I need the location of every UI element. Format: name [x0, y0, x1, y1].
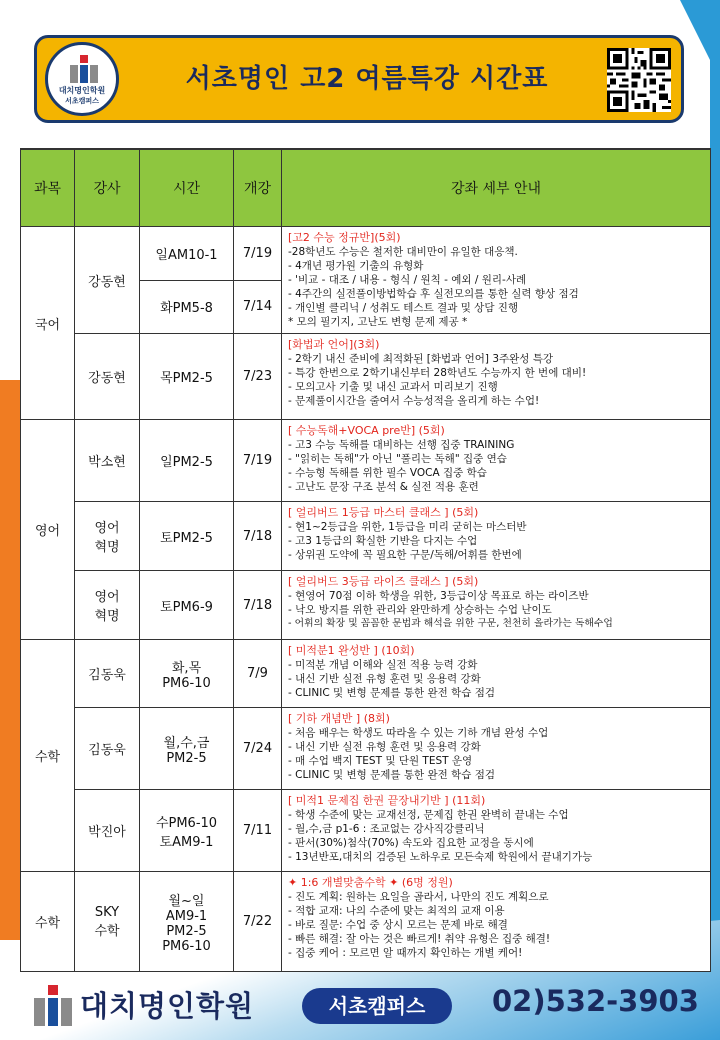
teacher-cell: 영어 혁명	[75, 502, 140, 571]
footer-phone[interactable]: 02)532-3903	[492, 984, 699, 1018]
course-line: -28학년도 수능은 철저한 대비만이 유일한 대응책.	[288, 246, 518, 258]
col-subject: 과목	[21, 149, 75, 227]
course-line: - 내신 기반 실전 유형 훈련 및 응용력 강화	[288, 673, 481, 685]
table-row	[21, 571, 711, 640]
subject-cell: 수학	[21, 640, 75, 872]
course-line: - "읽히는 독해"가 아닌 "풀리는 독해" 집중 연습	[288, 453, 507, 465]
course-detail	[282, 227, 711, 334]
course-detail	[282, 334, 711, 420]
table-row	[21, 640, 711, 708]
course-title: [ 얼리버드 3등급 라이즈 클래스 ] (5회)	[288, 575, 479, 588]
course-detail	[282, 640, 711, 708]
course-line: - 처음 배우는 학생도 따라올 수 있는 기하 개념 완성 수업	[288, 727, 549, 739]
course-line: - CLINIC 및 변형 문제를 통한 완전 학습 점검	[288, 687, 496, 699]
start-cell: 7/14	[234, 280, 282, 334]
start-cell: 7/9	[234, 640, 282, 708]
course-line: - 어휘의 확장 및 꼼꼼한 문법과 해석을 위한 구문, 천천히 올라가는 독해수업	[288, 618, 613, 629]
subject-cell: 영어	[21, 420, 75, 640]
logo-name: 대치명인학원	[58, 86, 106, 95]
course-line: - 고난도 문장 구조 분석 & 실전 적용 훈련	[288, 481, 479, 493]
course-title: [ 얼리버드 1등급 마스터 클래스 ] (5회)	[288, 506, 479, 519]
course-line: * 모의 필기지, 고난도 변형 문제 제공 *	[288, 316, 468, 328]
subject-cell: 수학	[21, 872, 75, 972]
course-line: - 고3 1등급의 확실한 기반을 다지는 수업	[288, 535, 478, 547]
course-line: - 문제풀이시간을 줄여서 수능성적을 올리게 하는 수업!	[288, 395, 540, 407]
page-header	[34, 35, 684, 123]
course-detail	[282, 502, 711, 571]
course-line: - 4주간의 실전풀이방법학습 후 실전모의를 통한 실력 향상 점검	[288, 288, 579, 300]
time-cell: 월~일 AM9-1 PM2-5 PM6-10	[140, 872, 234, 972]
teacher-cell: 박진아	[75, 790, 140, 872]
page-title: 서초명인 고2 여름특강 시간표	[185, 64, 549, 94]
course-line: - 13년반포,대치의 검증된 노하우로 모든숙제 학원에서 끝내기가능	[288, 851, 593, 863]
course-line: - 특강 한번으로 2학기내신부터 28학년도 수능까지 한 번에 대비!	[288, 367, 587, 379]
start-cell: 7/18	[234, 502, 282, 571]
start-cell: 7/11	[234, 790, 282, 872]
table-row	[21, 502, 711, 571]
teacher-cell: 영어 혁명	[75, 571, 140, 640]
teacher-cell: 김동욱	[75, 640, 140, 708]
schedule-table	[20, 148, 711, 972]
start-cell: 7/22	[234, 872, 282, 972]
course-line: - 현영어 70점 이하 학생을 위한, 3등급이상 목표로 하는 라이즈반	[288, 590, 589, 602]
course-line: - 빠른 해결: 잘 아는 것은 빠르게! 취약 유형은 집중 해결!	[288, 933, 551, 945]
course-title: [ 미적분1 완성반 ] (10회)	[288, 644, 415, 657]
course-detail	[282, 571, 711, 640]
table-row	[21, 334, 711, 420]
teacher-cell: 박소현	[75, 420, 140, 502]
course-line: - 현1~2등급을 위한, 1등급을 미리 굳히는 마스터반	[288, 521, 527, 533]
decor-orange-stripe	[0, 380, 20, 940]
course-line: - 수능형 독해를 위한 필수 VOCA 집중 학습	[288, 467, 487, 479]
start-cell: 7/24	[234, 708, 282, 790]
teacher-cell: 강동현	[75, 334, 140, 420]
course-line: - CLINIC 및 변형 문제를 통한 완전 학습 점검	[288, 769, 496, 781]
course-line: - 4개년 평가원 기출의 유형화	[288, 260, 424, 272]
col-time: 시간	[140, 149, 234, 227]
course-title: [ 수능독해+VOCA pre반] (5회)	[288, 424, 445, 437]
course-line: - 상위권 도약에 꼭 필요한 구문/독해/어휘를 한번에	[288, 549, 522, 561]
academy-logo-icon	[45, 42, 119, 116]
qr-code-icon[interactable]	[607, 48, 671, 112]
footer-campus-badge: 서초캠퍼스	[302, 988, 452, 1024]
teacher-cell: 김동욱	[75, 708, 140, 790]
course-line: - 개인별 클리닉 / 성취도 테스트 결과 및 상담 진행	[288, 302, 519, 314]
col-detail: 강좌 세부 안내	[282, 149, 711, 227]
time-cell: 화PM5-8	[140, 280, 234, 334]
course-title: [ 기하 개념반 ] (8회)	[288, 712, 390, 725]
teacher-cell: 강동현	[75, 227, 140, 334]
course-line: - 고3 수능 독해를 대비하는 선행 집중 TRAINING	[288, 439, 515, 451]
time-cell: 토PM6-9	[140, 571, 234, 640]
col-teacher: 강사	[75, 149, 140, 227]
course-line: - 매 수업 백지 TEST 및 단원 TEST 운영	[288, 755, 473, 767]
course-line: - 낙오 방지를 위한 관리와 완만하게 상승하는 수업 난이도	[288, 604, 552, 616]
table-row	[21, 872, 711, 972]
table-row	[21, 420, 711, 502]
course-line: - 집중 케어 : 모르면 알 때까지 확인하는 개별 케어!	[288, 947, 523, 959]
teacher-cell: SKY 수학	[75, 872, 140, 972]
table-row	[21, 227, 711, 281]
time-cell: 월,수,금 PM2-5	[140, 708, 234, 790]
footer-academy-name: 대치명인학원	[80, 989, 255, 1023]
course-line: - 바로 질문: 수업 중 상시 모르는 문제 바로 해결	[288, 919, 508, 931]
course-title: ✦ 1:6 개별맞춤수학 ✦ (6명 정원)	[288, 876, 453, 889]
footer-logo-icon	[34, 985, 72, 1027]
course-line: - 판서(30%)첨삭(70%) 속도와 집요한 교정을 동시에	[288, 837, 534, 849]
course-line: - 진도 계획: 원하는 요일을 골라서, 나만의 진도 계획으로	[288, 891, 549, 903]
course-detail	[282, 708, 711, 790]
time-cell: 화,목 PM6-10	[140, 640, 234, 708]
start-cell: 7/19	[234, 227, 282, 281]
time-cell: 일PM2-5	[140, 420, 234, 502]
logo-campus: 서초캠퍼스	[65, 97, 99, 105]
table-row	[21, 790, 711, 872]
table-row	[21, 708, 711, 790]
course-line: - 학생 수준에 맞는 교재선정, 문제집 한권 완벽히 끝내는 수업	[288, 809, 569, 821]
course-line: - 적합 교재: 나의 수준에 맞는 최적의 교재 이용	[288, 905, 505, 917]
time-cell: 목PM2-5	[140, 334, 234, 420]
time-cell: 수PM6-10 토AM9-1	[140, 790, 234, 872]
start-cell: 7/18	[234, 571, 282, 640]
course-detail	[282, 790, 711, 872]
course-title: [화법과 언어](3회)	[288, 338, 380, 351]
course-detail	[282, 872, 711, 972]
course-line: - 월,수,금 p1-6 : 조교없는 강사직강클리닉	[288, 823, 485, 835]
col-start: 개강	[234, 149, 282, 227]
table-header-row	[21, 149, 711, 227]
course-title: [ 미적1 문제집 한권 끝장내기반 ] (11회)	[288, 794, 486, 807]
course-line: - 내신 기반 실전 유형 훈련 및 응용력 강화	[288, 741, 481, 753]
course-detail	[282, 420, 711, 502]
start-cell: 7/19	[234, 420, 282, 502]
course-line: - '비교 - 대조 / 내용 - 형식 / 원칙 - 예외 / 원리-사례	[288, 274, 527, 286]
start-cell: 7/23	[234, 334, 282, 420]
course-line: - 2학기 내신 준비에 최적화된 [화법과 언어] 3주완성 특강	[288, 353, 554, 365]
course-title: [고2 수능 정규반](5회)	[288, 231, 401, 244]
time-cell: 일AM10-1	[140, 227, 234, 281]
course-line: - 모의고사 기출 및 내신 교과서 미리보기 진행	[288, 381, 498, 393]
time-cell: 토PM2-5	[140, 502, 234, 571]
course-line: - 미적분 개념 이해와 실전 적용 능력 강화	[288, 659, 478, 671]
subject-cell: 국어	[21, 227, 75, 420]
